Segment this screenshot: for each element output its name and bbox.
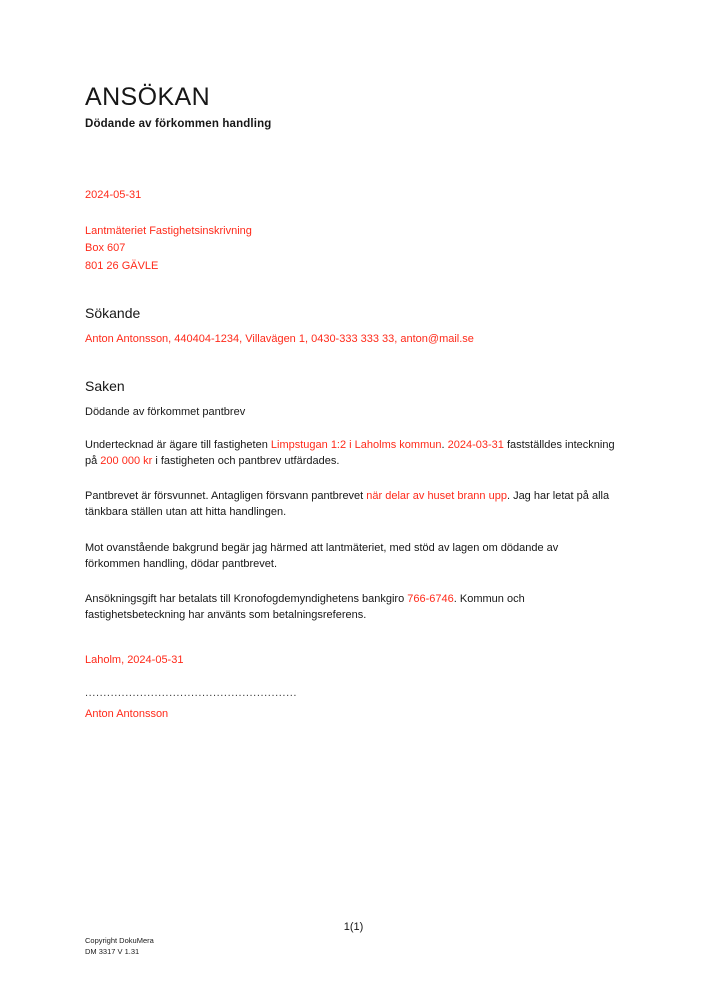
- paragraph-ownership: [85, 437, 615, 469]
- recipient-address: [85, 223, 615, 276]
- p2-part-a: Pantbrevet är försvunnet. Antagligen försvann pantbrevet: [85, 490, 367, 503]
- paragraph-request: Mot ovanstående bakgrund begär jag härmed att lantmäteriet, med stöd av lagen om dödande av förkommen handling, dödar pantbrevet.: [85, 541, 559, 570]
- document-date: 2024-05-31: [85, 188, 142, 201]
- p2-part-b: . Jag har letat på alla tänkbara ställen utan att hitta handlingen.: [85, 490, 610, 519]
- footer-copyright: Copyright DokuMera: [85, 936, 154, 945]
- applicant-details: Anton Antonsson, 440404-1234, Villavägen 1, 0430-333 333 33, anton@mail.se: [85, 332, 474, 345]
- paragraph-loss: [85, 488, 615, 520]
- footer-doc-code: DM 3317 V 1.31: [85, 946, 140, 956]
- recipient-line-1: Lantmäteriet Fastighetsinskrivning: [85, 224, 252, 237]
- recipient-line-3: 801 26 GÄVLE: [85, 260, 159, 273]
- paragraph-fee: [85, 591, 615, 623]
- page-number: 1(1): [343, 921, 364, 933]
- recipient-line-2: Box 607: [85, 242, 126, 255]
- p1-amount: 200 000 kr: [100, 455, 153, 468]
- p1-part-c: fastställdes inteckning på: [85, 438, 615, 468]
- signature-place-date: Laholm, 2024-05-31: [85, 654, 184, 667]
- footer-metadata: [85, 936, 154, 958]
- p1-part-b: .: [441, 438, 448, 451]
- section-heading-applicant: Sökande: [85, 304, 141, 321]
- signature-name: Anton Antonsson: [85, 707, 169, 720]
- p1-date: 2024-03-31: [447, 438, 504, 451]
- p4-bankgiro: 766-6746: [407, 592, 454, 605]
- p4-part-b: . Kommun och fastighetsbeteckning har använts som betalningsreferens.: [85, 592, 525, 622]
- p1-part-d: i fastigheten och pantbrev utfärdades.: [152, 455, 340, 468]
- document-body: [85, 84, 615, 720]
- matter-text: Dödande av förkommet pantbrev: [85, 405, 246, 418]
- document-subtitle: Dödande av förkommen handling: [85, 117, 272, 130]
- p1-property: Limpstugan 1:2 i Laholms kommun: [270, 438, 442, 451]
- signature-line: ..........................................................: [85, 687, 298, 700]
- p4-part-a: Ansökningsgift har betalats till Kronofogdemyndighetens bankgiro: [85, 592, 408, 605]
- section-heading-matter: Saken: [85, 377, 125, 394]
- p1-part-a: Undertecknad är ägare till fastigheten: [85, 438, 271, 451]
- page-title: ANSÖKAN: [85, 83, 211, 111]
- p2-reason: när delar av huset brann upp: [366, 490, 507, 503]
